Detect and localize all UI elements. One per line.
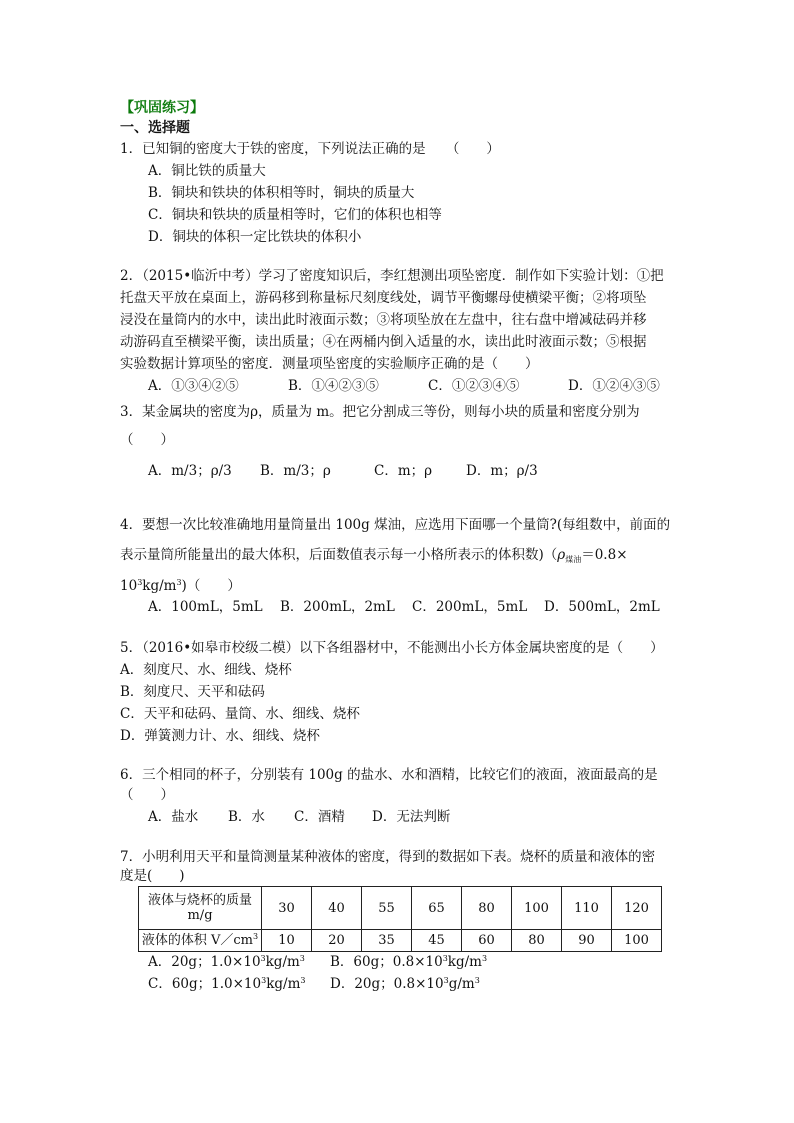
q4-blank: )（ ）	[181, 578, 241, 594]
q2-line-1: 2．（2015•临沂中考）学习了密度知识后，李红想测出项坠密度．制作如下实验计划：①把	[120, 268, 664, 284]
q3-option-c: C．m；ρ	[374, 463, 433, 479]
q4-option-b: B．200mL，2mL	[280, 599, 395, 615]
row-label-mass-line2: m/g	[187, 908, 213, 923]
q4-line-2	[120, 546, 628, 564]
q7-c-unit: kg/m	[266, 976, 301, 992]
row-label-volume-text: 液体的体积 V／cm	[141, 933, 254, 948]
table-row-volume	[139, 930, 662, 952]
q2-option-d: D．①②④③⑤	[568, 378, 660, 394]
rho-symbol: ρ	[557, 547, 566, 563]
q7-line-1: 7．小明利用天平和量筒测量某种液体的密度，得到的数据如下表。烧杯的质量和液体的密	[120, 849, 656, 865]
q7-option-c	[148, 975, 305, 993]
q3-line-1: 3．某金属块的密度为ρ，质量为 m。把它分割成三等份，则每小块的质量和密度分别为	[120, 404, 640, 420]
rho-subscript: 煤油	[565, 555, 582, 564]
q6-option-a: A．盐水	[148, 809, 199, 825]
q7-line-2: 度是( )	[120, 868, 185, 884]
q6-line-1: 6．三个相同的杯子，分别装有 100g 的盐水、水和酒精，比较它们的液面，液面最高的是	[120, 767, 658, 783]
q7-b-unit-exp: 3	[481, 954, 488, 963]
q6-option-d: D．无法判断	[372, 809, 451, 825]
row-label-mass	[139, 887, 262, 930]
q5-stem: 5．（2016•如皋市校级二模）以下各组器材中，不能测出小长方体金属块密度的是（ ）	[120, 640, 664, 656]
q5-option-b: B．刻度尺、天平和砝码	[120, 684, 265, 700]
table-cell: 65	[412, 887, 462, 930]
table-cell: 80	[462, 887, 512, 930]
q1-option-c: C．铜块和铁块的质量相等时，它们的体积也相等	[148, 207, 442, 223]
q4-line-3	[120, 577, 241, 595]
q4-option-c: C．200mL，5mL	[412, 599, 528, 615]
q2-option-a: A．①③④②⑤	[148, 378, 239, 394]
q4-line-1: 4．要想一次比较准确地用量筒量出 100g 煤油，应选用下面哪一个量筒?(每组数中，前面的	[120, 517, 671, 533]
q7-c-unit-exp: 3	[300, 976, 306, 985]
table-cell: 90	[562, 930, 612, 952]
table-cell: 100	[512, 887, 562, 930]
q1-option-d: D．铜块的体积一定比铁块的体积小	[148, 229, 362, 245]
q7-option-a	[148, 953, 305, 971]
table-cell: 80	[512, 930, 562, 952]
table-cell: 30	[262, 887, 312, 930]
q7-b-value: B．60g；0.8×10	[330, 954, 443, 970]
q2-line-5: 实验数据计算项坠的密度．测量项坠密度的实验顺序正确的是（ ）	[120, 356, 539, 372]
data-table	[138, 886, 662, 952]
q7-d-value: D．20g；0.8×10	[330, 976, 444, 992]
table-cell: 35	[362, 930, 412, 952]
row-label-volume	[139, 930, 262, 952]
table-cell: 40	[312, 887, 362, 930]
q4-option-a: A．100mL，5mL	[148, 599, 263, 615]
q2-line-3: 浸没在量筒内的水中，读出此时液面示数；③将项坠放在左盘中，往右盘中增减砝码并移	[120, 312, 647, 328]
q6-line-2: （ ）	[120, 787, 174, 803]
q4-unit-exp: 3	[176, 578, 182, 587]
q2-option-b: B．①④②③⑤	[288, 378, 379, 394]
q7-b-exp: 3	[442, 954, 448, 963]
q7-d-unit-exp: 3	[474, 976, 480, 985]
q2-line-2: 托盘天平放在桌面上，游码移到称量标尺刻度线处，调节平衡螺母使横梁平衡；②将项坠	[120, 290, 647, 306]
table-cell: 100	[612, 930, 662, 952]
q3-option-d: D．m；ρ/3	[466, 463, 538, 479]
q1-stem: 1．已知铜的密度大于铁的密度，下列说法正确的是 （ ）	[120, 141, 500, 157]
q6-option-b: B．水	[228, 809, 265, 825]
q7-option-b	[330, 953, 487, 971]
q1-option-b: B．铜块和铁块的体积相等时，铜块的质量大	[148, 185, 415, 201]
q7-option-d	[330, 975, 480, 993]
table-cell: 120	[612, 887, 662, 930]
q4-line-2-tail: ＝0.8×	[581, 547, 628, 563]
q2-line-4: 动游码直至横梁平衡，读出质量；④在两桶内倒入适量的水，读出此时液面示数；⑤根据	[120, 334, 647, 350]
q3-option-a: A．m/3；ρ/3	[148, 463, 232, 479]
q2-option-c: C．①②③④⑤	[428, 378, 520, 394]
q4-exp: 3	[137, 578, 143, 587]
q7-a-unit: kg/m	[265, 954, 300, 970]
q4-exp-base: 10	[120, 578, 138, 594]
q4-option-d: D．500mL，2mL	[544, 599, 660, 615]
q7-c-exp: 3	[261, 976, 267, 985]
q3-option-b: B．m/3；ρ	[260, 463, 331, 479]
q7-d-exp: 3	[443, 976, 449, 985]
table-cell: 60	[462, 930, 512, 952]
q7-c-value: C．60g；1.0×10	[148, 976, 262, 992]
table-cell: 10	[262, 930, 312, 952]
q3-line-2: （ ）	[120, 432, 174, 448]
table-cell: 110	[562, 887, 612, 930]
q7-a-exp: 3	[260, 954, 266, 963]
q4-unit: kg/m	[142, 578, 177, 594]
table-cell: 20	[312, 930, 362, 952]
q7-a-unit-exp: 3	[299, 954, 305, 963]
row-label-volume-exp: 3	[253, 932, 259, 941]
row-label-mass-line1: 液体与烧杯的质量	[147, 893, 252, 908]
table-cell: 45	[412, 930, 462, 952]
table-row-mass	[139, 887, 662, 930]
section-subheader: 一、选择题	[120, 120, 190, 136]
q6-option-c: C．酒精	[294, 809, 345, 825]
q1-option-a: A．铜比铁的质量大	[148, 163, 266, 179]
table-cell: 55	[362, 887, 412, 930]
q7-b-unit: kg/m	[447, 954, 482, 970]
q5-option-a: A．刻度尺、水、细线、烧杯	[120, 662, 292, 678]
q7-d-unit: g/m	[448, 976, 475, 992]
section-header: 【巩固练习】	[120, 100, 204, 116]
q4-line-2-text: 表示量筒所能量出的最大体积，后面数值表示每一小格所表示的体积数)（	[120, 547, 558, 563]
q5-option-d: D．弹簧测力计、水、细线、烧杯	[120, 728, 320, 744]
q5-option-c: C．天平和砝码、量筒、水、细线、烧杯	[120, 706, 360, 722]
q7-a-value: A．20g；1.0×10	[148, 954, 261, 970]
